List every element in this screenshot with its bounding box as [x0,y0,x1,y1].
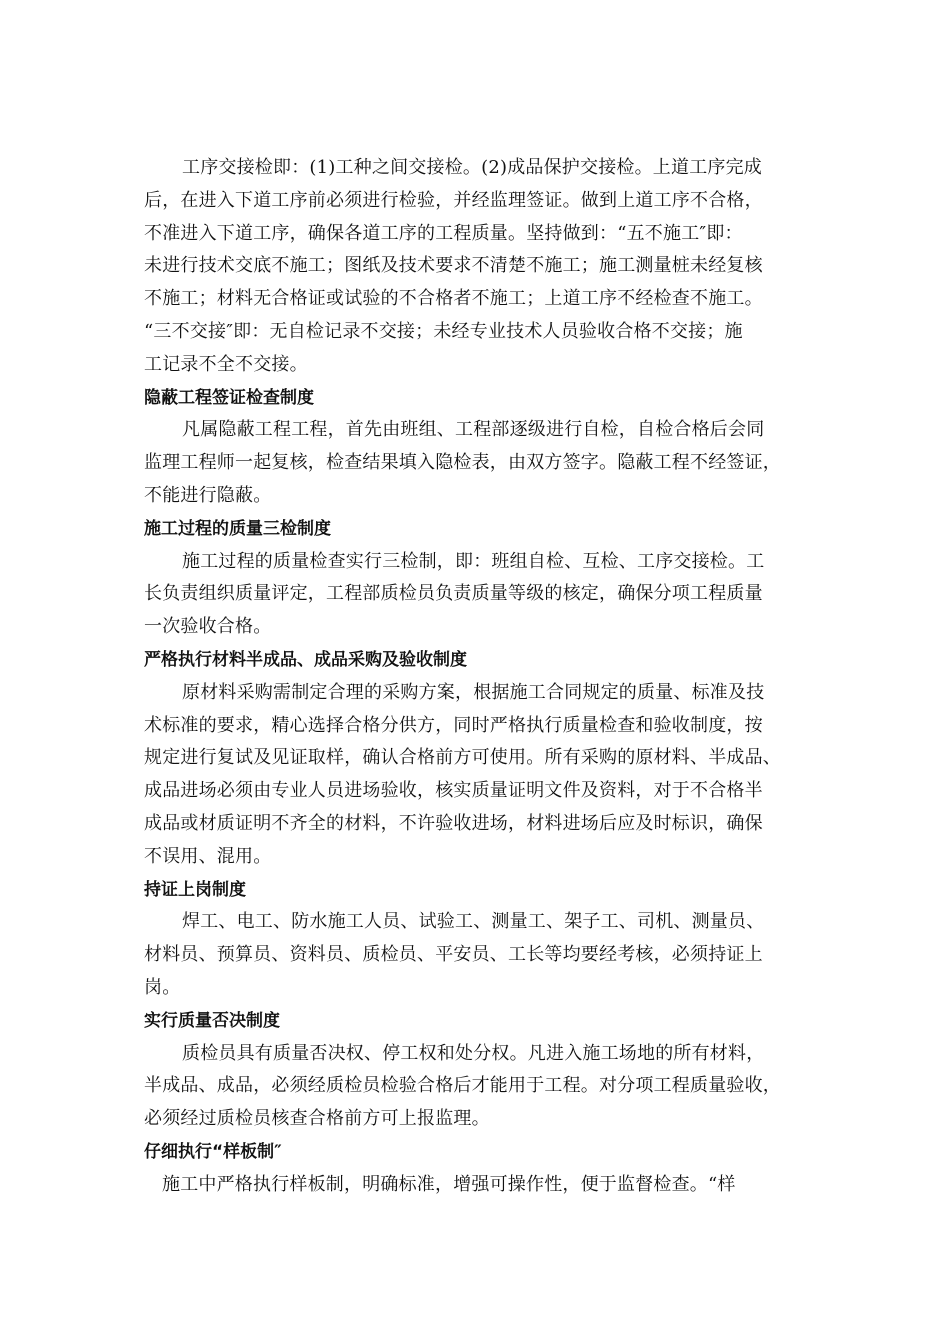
paragraph-line: 凡属隐蔽工程工程，首先由班组、工程部逐级进行自检，自检合格后会同 [182,419,765,441]
paragraph-line: 不施工；材料无合格证或试验的不合格者不施工；上道工序不经检查不施工。 [144,288,763,310]
paragraph-line: 监理工程师一起复核，检查结果填入隐检表，由双方签字。隐蔽工程不经签证， [144,452,781,474]
paragraph-line: 岗。 [144,976,181,998]
section-heading: 实行质量否决制度 [144,1010,280,1031]
paragraph-line: 术标准的要求，精心选择合格分供方，同时严格执行质量检查和验收制度，按 [144,714,763,736]
paragraph-line: 施工过程的质量检查实行三检制，即：班组自检、互检、工序交接检。工 [182,550,765,572]
paragraph-line: 不准进入下道工序，确保各道工序的工程质量。坚持做到：“五不施工″即： [144,222,743,244]
paragraph-line: 原材料采购需制定合理的采购方案，根据施工合同规定的质量、标准及技 [182,681,765,703]
section-heading: 严格执行材料半成品、成品采购及验收制度 [144,649,467,670]
paragraph-line: 长负责组织质量评定，工程部质检员负责质量等级的核定，确保分项工程质量 [144,583,763,605]
section-paragraph [144,152,812,382]
paragraph-line: 施工中严格执行样板制，明确标准，增强可操作性，便于监督检查。“样 [162,1173,736,1195]
section-paragraph [144,677,812,874]
paragraph-line: 材料员、预算员、资料员、质检员、平安员、工长等均要经考核，必须持证上 [144,944,763,966]
section-heading: 隐蔽工程签证检查制度 [144,387,314,408]
paragraph-line: 一次验收合格。 [144,616,272,638]
paragraph-line: 成品或材质证明不齐全的材料，不许验收进场，材料进场后应及时标识，确保 [144,812,763,834]
paragraph-line: “三不交接″即：无自检记录不交接；未经专业技术人员验收合格不交接；施 [144,320,743,342]
paragraph-line: 工序交接检即：(1)工种之间交接检。(2)成品保护交接检。上道工序完成 [182,157,762,178]
paragraph-line: 不能进行隐蔽。 [144,484,272,506]
paragraph-line: 焊工、电工、防水施工人员、试验工、测量工、架子工、司机、测量员、 [182,911,765,933]
paragraph-line: 不误用、混用。 [144,845,272,867]
section-paragraph [144,906,812,1004]
paragraph-line: 半成品、成品，必须经质检员检验合格后才能用于工程。对分项工程质量验收， [144,1075,781,1097]
paragraph-line: 规定进行复试及见证取样，确认合格前方可使用。所有采购的原材料、半成品、 [144,747,781,769]
paragraph-line: 成品进场必须由专业人员进场验收，核实质量证明文件及资料，对于不合格半 [144,780,763,802]
section-paragraph [144,1169,812,1202]
paragraph-line: 必须经过质检员核查合格前方可上报监理。 [144,1108,490,1130]
section-heading: 施工过程的质量三检制度 [144,518,331,539]
section-paragraph [144,546,812,644]
section-heading: 仔细执行“样板制″ [144,1141,282,1162]
paragraph-line: 工记录不全不交接。 [144,353,308,375]
paragraph-line: 未进行技术交底不施工；图纸及技术要求不清楚不施工；施工测量桩未经复核 [144,255,763,277]
paragraph-line: 质检员具有质量否决权、停工权和处分权。凡进入施工场地的所有材料， [182,1042,765,1064]
paragraph-line: 后，在进入下道工序前必须进行检验，并经监理签证。做到上道工序不合格， [144,189,763,211]
document-body [144,152,812,1202]
section-paragraph [144,414,812,512]
section-heading: 持证上岗制度 [144,879,246,900]
section-paragraph [144,1038,812,1136]
